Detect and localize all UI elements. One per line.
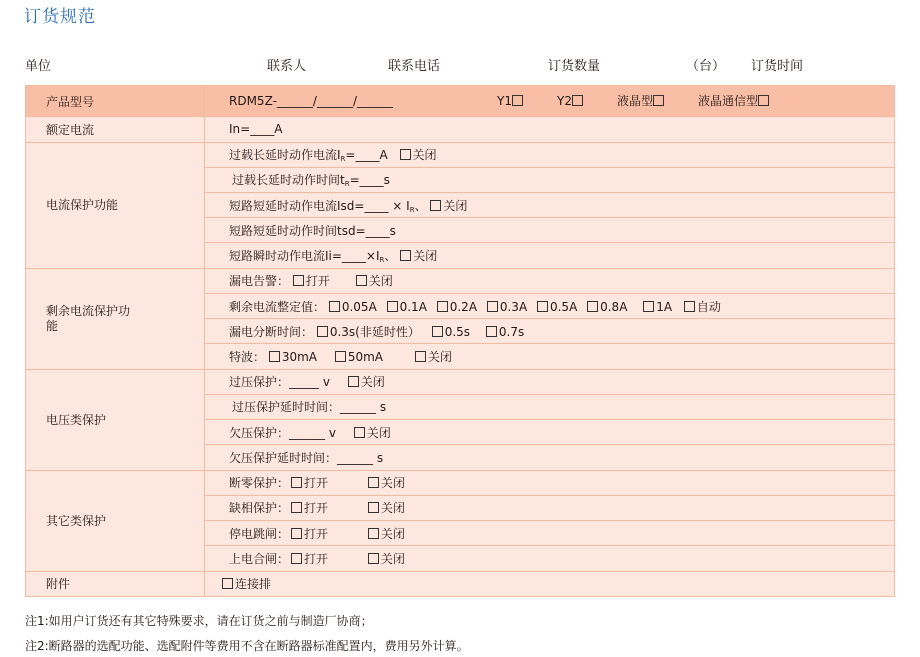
- residual-wave: 特波： 30mA 50mA 关闭: [205, 344, 895, 369]
- note-1: 注1:如用户订货还有其它特殊要求，请在订货之前与制造厂协商；: [25, 614, 373, 628]
- under-voltage-close-checkbox[interactable]: [354, 427, 365, 438]
- short-delay-time: 短路短延时动作时间tsd=____s: [205, 218, 895, 243]
- page-title: 订货规范: [24, 7, 96, 27]
- row-label: 额定电流: [26, 117, 205, 142]
- open-checkbox[interactable]: [291, 502, 302, 513]
- setting-checkbox-0[interactable]: [329, 301, 340, 312]
- field-phone: 联系电话: [388, 59, 441, 74]
- lcd-checkbox[interactable]: [653, 95, 664, 106]
- close-checkbox[interactable]: [368, 528, 379, 539]
- overload-time: 过载长延时动作时间$t_R=\_\_\_\_s$: [205, 167, 895, 192]
- time-checkbox-0[interactable]: [317, 326, 328, 337]
- instant-close-checkbox[interactable]: [400, 250, 411, 261]
- rated-value: In=____A: [205, 117, 895, 142]
- overload-close-checkbox[interactable]: [400, 149, 411, 160]
- group-label-residual: 剩余电流保护功能: [26, 268, 205, 369]
- model-value: RDM5Z-______/______/______: [229, 94, 393, 109]
- row-label: 附件: [26, 571, 205, 596]
- y1-label: Y1: [497, 94, 512, 108]
- table-row: [26, 470, 895, 495]
- note-2: 注2:断路器的选配功能、选配附件等费用不含在断路器标准配置内，费用另外计算。: [25, 639, 469, 653]
- row-label: 产品型号: [26, 86, 205, 117]
- wave-checkbox-2[interactable]: [415, 351, 426, 362]
- setting-checkbox-6[interactable]: [643, 301, 654, 312]
- table-row: [26, 117, 895, 142]
- y2-checkbox[interactable]: [572, 95, 583, 106]
- y1-checkbox[interactable]: [512, 95, 523, 106]
- field-quantity-unit: （台）: [686, 59, 726, 74]
- close-checkbox[interactable]: [368, 553, 379, 564]
- other-item: 上电合闸： 打开 关闭: [205, 546, 895, 571]
- over-voltage-close-checkbox[interactable]: [348, 376, 359, 387]
- open-checkbox[interactable]: [291, 553, 302, 564]
- y2-label: Y2: [557, 94, 572, 108]
- table-row: [26, 86, 895, 117]
- setting-checkbox-4[interactable]: [537, 301, 548, 312]
- short-delay-close-checkbox[interactable]: [430, 200, 441, 211]
- table-row: [26, 142, 895, 167]
- group-label-voltage: 电压类保护: [26, 369, 205, 470]
- time-checkbox-1[interactable]: [432, 326, 443, 337]
- setting-checkbox-2[interactable]: [437, 301, 448, 312]
- table-row: [26, 268, 895, 293]
- field-order-time: 订货时间: [751, 59, 804, 74]
- field-unit: 单位: [25, 59, 52, 74]
- wave-checkbox-1[interactable]: [335, 351, 346, 362]
- over-voltage: 过压保护：_____ v 关闭: [205, 369, 895, 394]
- short-delay-current: 短路短延时动作电流Isd=____ × $I_R$、 关闭: [205, 193, 895, 218]
- overload-current: 过载长延时动作电流$I_R=\_\_\_\_A$ 关闭: [205, 142, 895, 167]
- group-label-other: 其它类保护: [26, 470, 205, 571]
- table-row: [26, 369, 895, 394]
- instant-current: 短路瞬时动作电流$Ii=\_\_\_\_\times I_R$、 关闭: [205, 243, 895, 268]
- field-quantity: 订货数量: [548, 59, 601, 74]
- setting-checkbox-1[interactable]: [387, 301, 398, 312]
- other-item: 断零保护： 打开 关闭: [205, 470, 895, 495]
- setting-checkbox-3[interactable]: [487, 301, 498, 312]
- lcd-label: 液晶型: [617, 94, 654, 108]
- under-voltage: 欠压保护：______ v 关闭: [205, 420, 895, 445]
- alarm-open-checkbox[interactable]: [293, 275, 304, 286]
- open-checkbox[interactable]: [291, 528, 302, 539]
- time-checkbox-2[interactable]: [486, 326, 497, 337]
- over-voltage-delay: 过压保护延时时间：______ s: [205, 394, 895, 419]
- leak-alarm: 漏电告警： 打开 关闭: [205, 268, 895, 293]
- under-voltage-delay: 欠压保护延时时间：______ s: [205, 445, 895, 470]
- lcd-comm-checkbox[interactable]: [758, 95, 769, 106]
- residual-break-time: 漏电分断时间： 0.3s(非延时性） 0.5s 0.7s: [205, 319, 895, 344]
- wave-checkbox-0[interactable]: [269, 351, 280, 362]
- table-row: [26, 571, 895, 596]
- alarm-close-checkbox[interactable]: [356, 275, 367, 286]
- close-checkbox[interactable]: [368, 502, 379, 513]
- other-item: 停电跳闸： 打开 关闭: [205, 521, 895, 546]
- open-checkbox[interactable]: [291, 477, 302, 488]
- order-spec-table: [25, 85, 895, 597]
- field-contact: 联系人: [267, 59, 307, 74]
- residual-setting: 剩余电流整定值： 0.05A 0.1A 0.2A 0.3A 0.5A 0.8A 1A 自动: [205, 293, 895, 318]
- accessory-item: 连接排: [205, 571, 895, 596]
- close-checkbox[interactable]: [368, 477, 379, 488]
- model-cell: [205, 86, 895, 117]
- lcd-comm-label: 液晶通信型: [698, 94, 759, 108]
- connector-checkbox[interactable]: [222, 578, 233, 589]
- setting-checkbox-7[interactable]: [684, 301, 695, 312]
- other-item: 缺相保护： 打开 关闭: [205, 495, 895, 520]
- group-label-current: 电流保护功能: [26, 142, 205, 268]
- setting-checkbox-5[interactable]: [587, 301, 598, 312]
